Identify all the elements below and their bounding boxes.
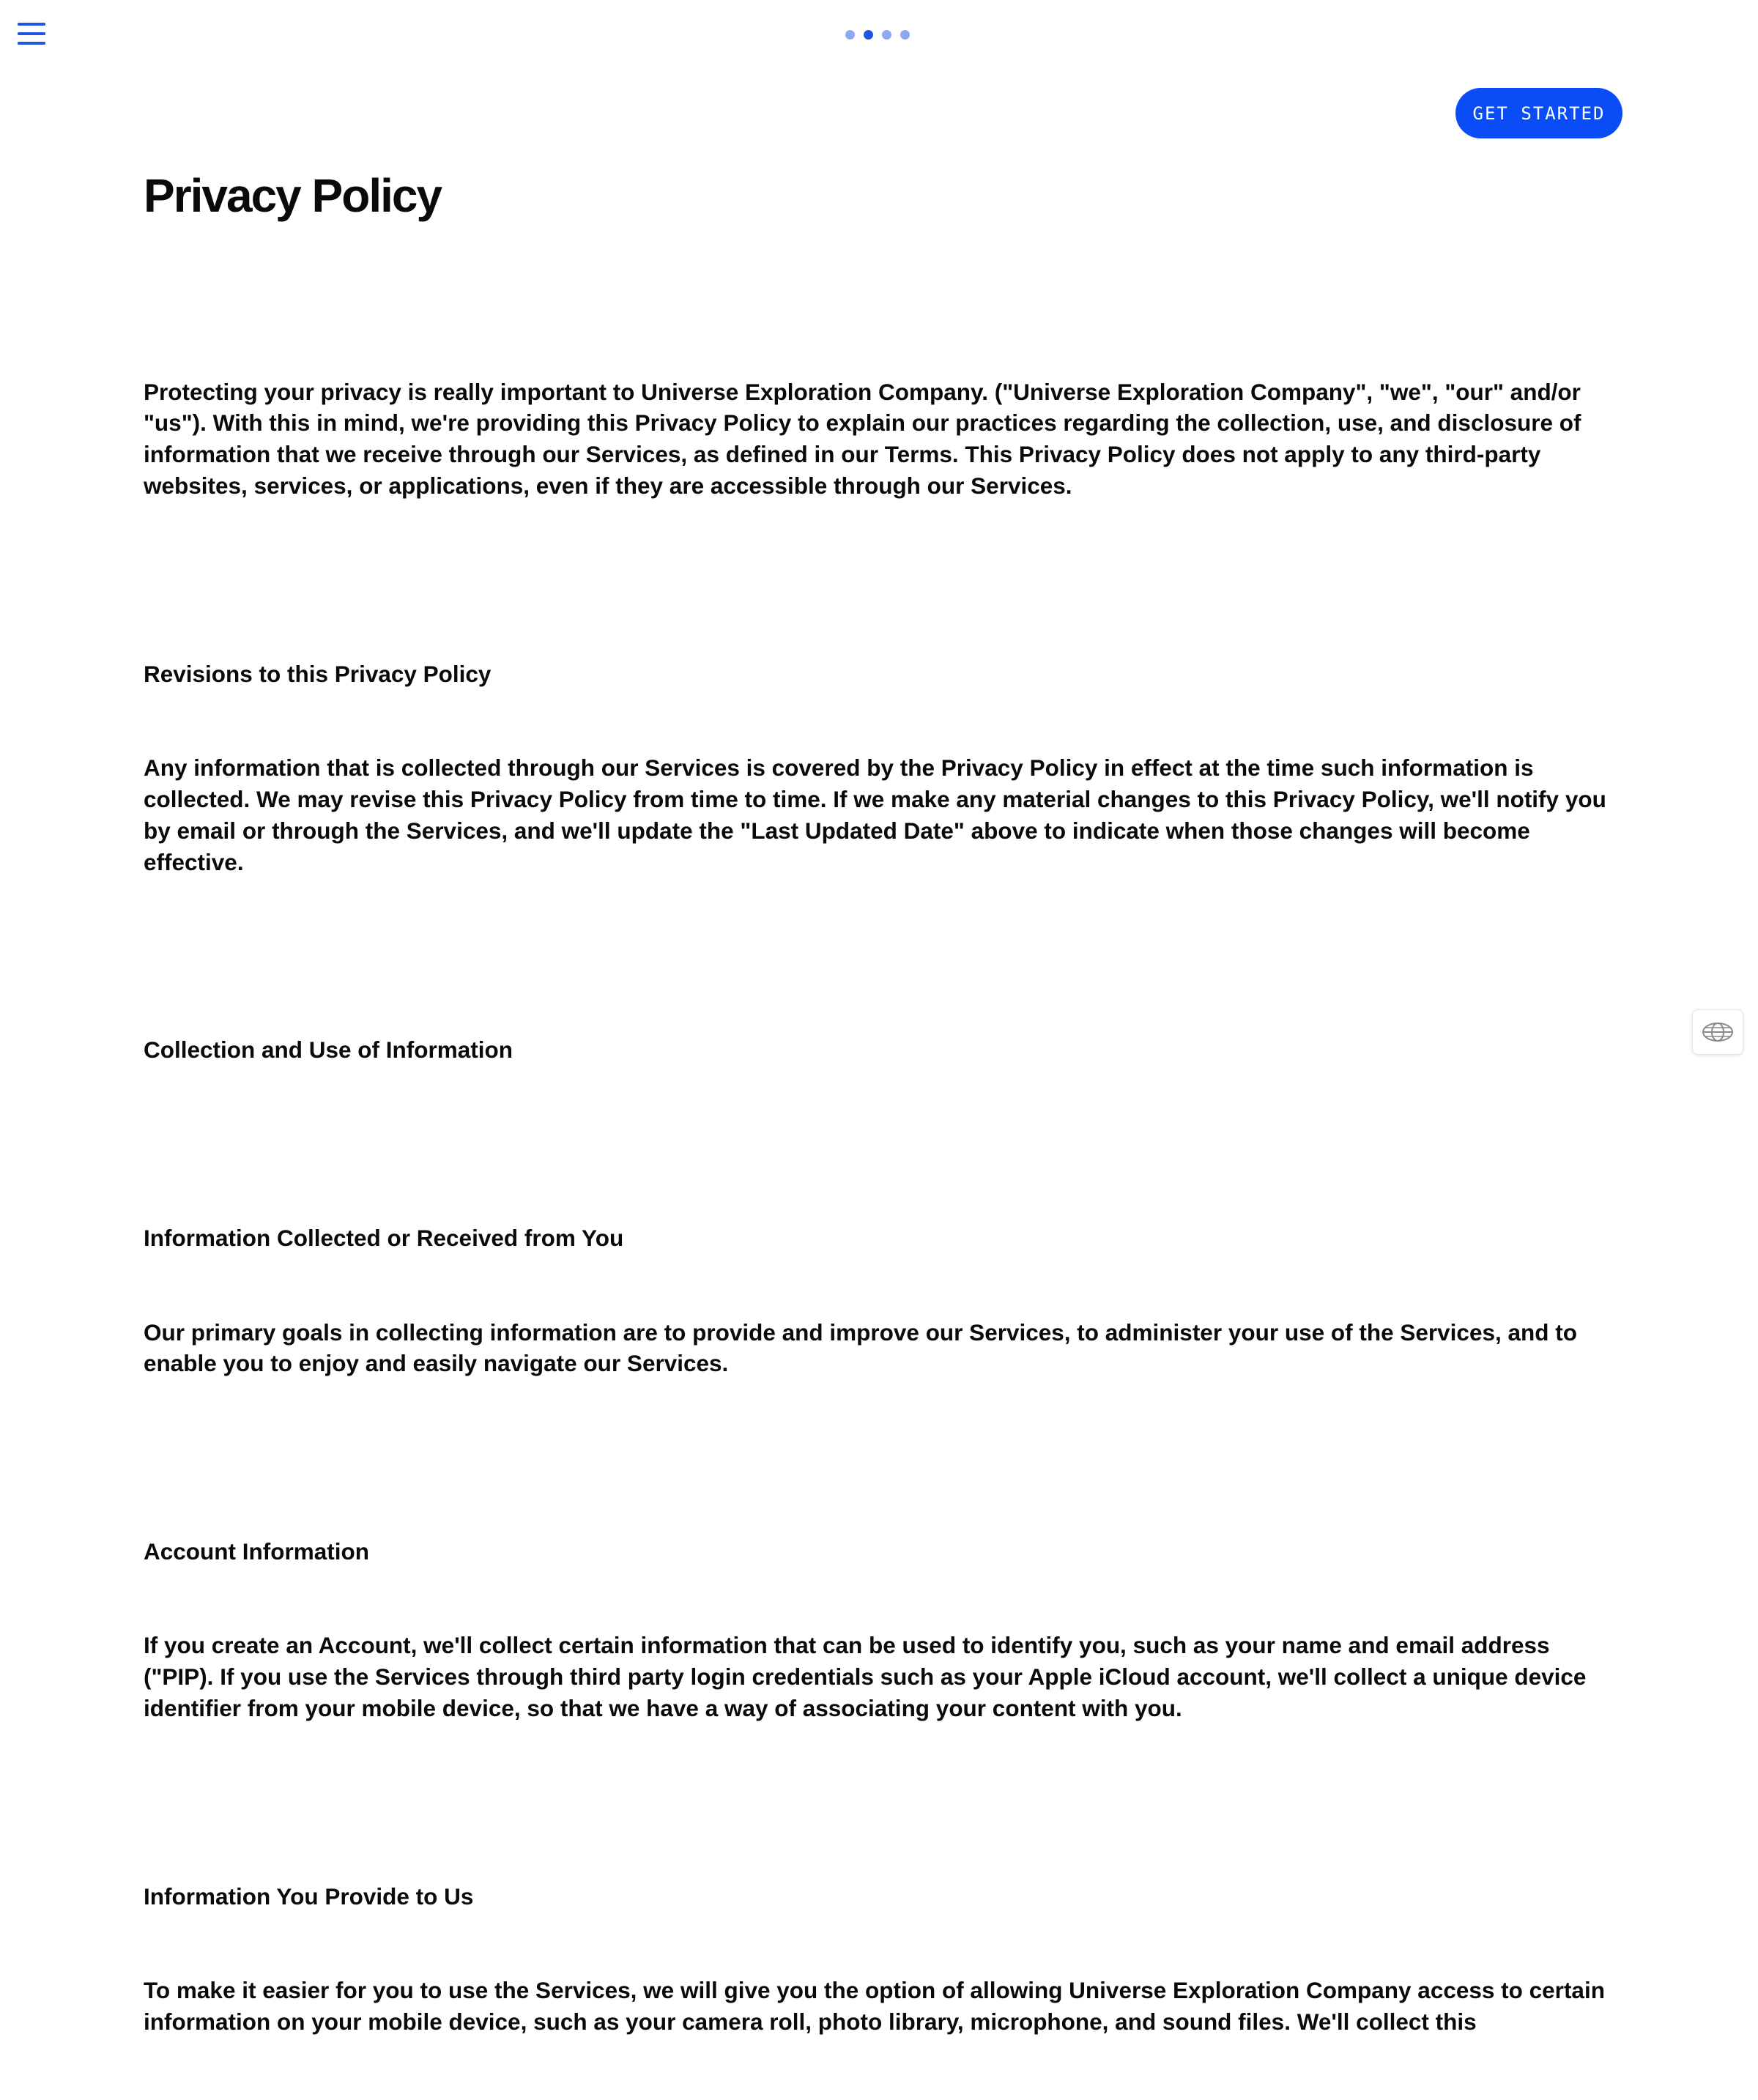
intro-paragraph: Protecting your privacy is really important to Universe Exploration Company. ("Universe Exploration Company", "we", "our" and/or "us"). With this in mind, we're providing this Privacy Policy to explain our practices regarding the collection, use, and disclosure of information that we receive through our Services, as defined in our Terms. This Privacy Policy does not apply to any third-party websites, services, or applications, even if they are accessible through our Services.	[144, 378, 1588, 499]
collected-heading: Information Collected or Received from You	[144, 1225, 624, 1252]
globe-icon	[1701, 1021, 1735, 1043]
pager-dot-2[interactable]	[864, 30, 873, 40]
provide-paragraph: To make it easier for you to use the Services, we will give you the option of allowing Universe Exploration Company access to certain information on your mobile device, such as your camera roll, photo library, microphone, and sound files. We'll collect this	[144, 1977, 1612, 2036]
pager-dot-3[interactable]	[882, 30, 891, 40]
pager-dots	[845, 29, 910, 40]
get-started-button[interactable]: GET STARTED	[1455, 88, 1622, 138]
page-title: Privacy Policy	[144, 169, 442, 222]
pager-dot-1[interactable]	[845, 30, 855, 40]
collection-heading: Collection and Use of Information	[144, 1036, 513, 1064]
provide-heading: Information You Provide to Us	[144, 1882, 474, 1910]
menu-button[interactable]	[16, 21, 47, 47]
policy-content	[144, 166, 1623, 2100]
hamburger-menu-icon	[16, 21, 47, 47]
policy-body	[144, 313, 1623, 2100]
account-heading: Account Information	[144, 1538, 369, 1565]
account-paragraph: If you create an Account, we'll collect certain information that can be used to identify you, such as your name and email address ("PIP). If you use the Services through third party login credentials such as your Apple iCloud account, we'll collect a unique device identifier from your mobile device, so that we have a way of associating your content with you.	[144, 1632, 1593, 1722]
pager-dot-4[interactable]	[900, 30, 910, 40]
revisions-heading: Revisions to this Privacy Policy	[144, 660, 492, 687]
language-button[interactable]	[1692, 1009, 1743, 1055]
collected-paragraph: Our primary goals in collecting information are to provide and improve our Services, to administer your use of the Services, and to enable you to enjoy and easily navigate our Services.	[144, 1318, 1584, 1377]
revisions-paragraph: Any information that is collected through our Services is covered by the Privacy Policy in effect at the time such information is collected. We may revise this Privacy Policy from time to time. If we make any material changes to this Privacy Policy, we'll notify you by email or through the Services, and we'll update the "Last Updated Date" above to indicate when those changes will become effective.	[144, 754, 1613, 875]
